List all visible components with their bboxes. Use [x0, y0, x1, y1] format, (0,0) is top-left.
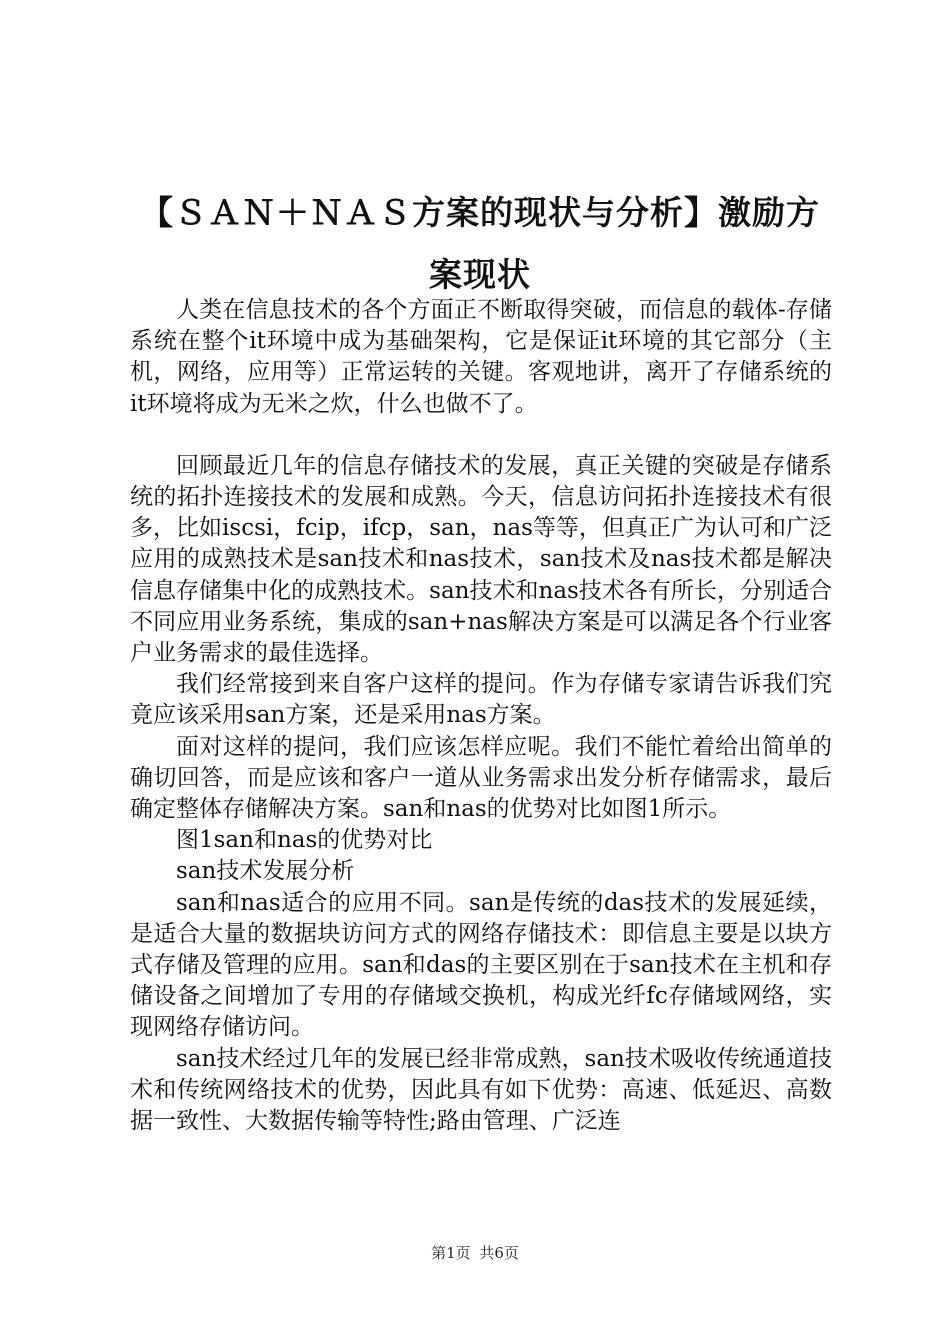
figure-caption: 图1san和nas的优势对比 [176, 827, 433, 854]
paragraph: 人类在信息技术的各个方面正不断取得突破，而信息的载体-存储系统在整个it环境中成为基础架构，它是保证it环境的其它部分（主机，网络，应用等）正常运转的关键。客观地讲，离开了存储系统的it环境将成为无米之炊，什么也做不了。 [130, 297, 832, 417]
paragraph: 面对这样的提问，我们应该怎样应呢。我们不能忙着给出简单的确切回答，而是应该和客户一道从业务需求出发分析存储需求，最后确定整体存储解决方案。san和nas的优势对比如图1所示。 [130, 733, 832, 823]
section-heading: san技术发展分析 [176, 858, 355, 885]
paragraph: san技术经过几年的发展已经非常成熟，san技术吸收传统通道技术和传统网络技术的优势，因此具有如下优势：高速、低延迟、高数据一致性、大数据传输等特性;路由管理、广泛连 [130, 1045, 832, 1135]
page-number: 第1页 [431, 1244, 471, 1262]
title-line-2: 案现状 [429, 255, 531, 294]
page-total: 共6页 [479, 1244, 519, 1262]
paragraph: 我们经常接到来自客户这样的提问。作为存储专家请告诉我们究竟应该采用san方案，还是采用nas方案。 [130, 671, 832, 729]
page-footer [0, 1243, 950, 1263]
document-title [110, 182, 850, 306]
paragraph: san和nas适合的应用不同。san是传统的das技术的发展延续，是适合大量的数据块访问方式的网络存储技术：即信息主要是以块方式存储及管理的应用。san和das的主要区别在于san技术在主机和存储设备之间增加了专用的存储域交换机，构成光纤fc存储域网络，实现网络存储访问。 [130, 889, 832, 1041]
paragraph: 回顾最近几年的信息存储技术的发展，真正关键的突破是存储系统的拓扑连接技术的发展和成熟。今天，信息访问拓扑连接技术有很多，比如iscsi，fcip，ifcp，san，nas等等，但真正广为认可和广泛应用的成熟技术是san技术和nas技术，san技术及nas技术都是解决信息存储集中化的成熟技术。san技术和nas技术各有所长，分别适合不同应用业务系统，集成的san+nas解决方案是可以满足各个行业客户业务需求的最佳选择。 [130, 452, 832, 667]
title-line-1: 【ＳＡＮ＋ＮＡＳ方案的现状与分析】激励方 [140, 193, 820, 232]
document-body [130, 295, 832, 1137]
